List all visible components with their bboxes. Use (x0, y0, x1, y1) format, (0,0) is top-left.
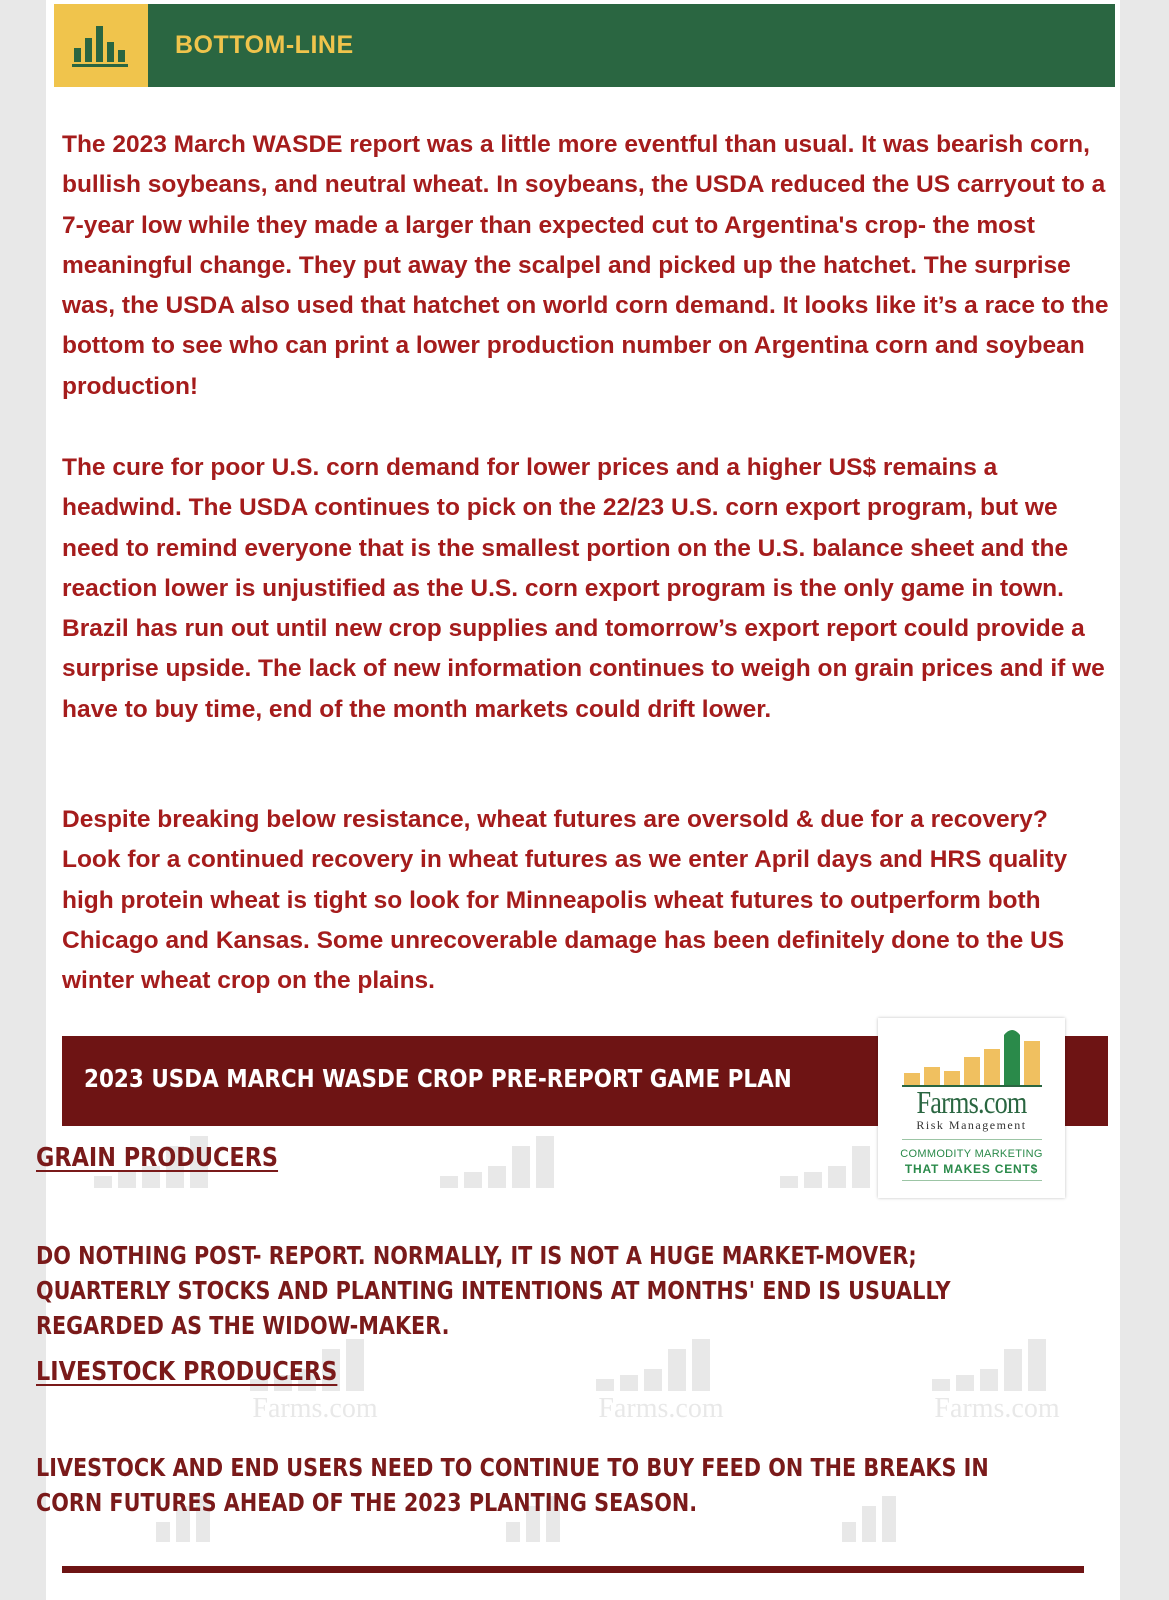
livestock-producers-text: LIVESTOCK AND END USERS NEED TO CONTINUE TO BUY FEED ON THE BREAKS IN CORN FUTURES AHEAD OF THE 2023 PLANTING SEASON. (36, 1453, 989, 1517)
section-header (54, 4, 1115, 87)
logo-divider (902, 1180, 1042, 1181)
article-paragraph-1: The 2023 March WASDE report was a little more eventful than usual. It was bearish corn, bullish soybeans, and neutral wheat. In soybeans, the USDA reduced the US carryout to a 7-year low while they made a larger than expected cut to Argentina's crop- the most meaningful change. They put away the scalpel and picked up the hatchet. The surprise was, the USDA also used that hatchet on world corn demand. It looks like it’s a race to the bottom to see who can print a lower production number on Argentina corn and soybean production! (62, 131, 1109, 400)
header-icon-box (54, 4, 148, 87)
logo-bars-icon (902, 1023, 1042, 1087)
watermark-logo (430, 1132, 580, 1222)
logo-name: Farms.com (916, 1084, 1027, 1120)
bottom-divider (62, 1566, 1084, 1573)
article-paragraph-3: Despite breaking below resistance, wheat futures are oversold & due for a recovery? Look for a continued recovery in wheat futures as we enter April days and HRS quality high protein wheat is tight so look for Minneapolis wheat futures to outperform both Chicago and Kansas. Some unrecoverable damage has been definitely done to the US winter wheat crop on the plains. (62, 806, 1068, 995)
watermark-text: Farms.com (934, 1393, 1060, 1424)
logo-subtitle: Risk Management (916, 1118, 1027, 1132)
grain-producers-text: DO NOTHING POST- REPORT. NORMALLY, IT IS NOT A HUGE MARKET-MOVER; QUARTERLY STOCKS AND PLANTING INTENTIONS AT MONTHS' END IS USUALLY REGARDED AS THE WIDOW-MAKER. (36, 1241, 951, 1340)
watermark-text: Farms.com (598, 1393, 724, 1424)
farms-com-logo (878, 1018, 1065, 1198)
watermark-logo (770, 1132, 880, 1222)
grain-producers-heading: GRAIN PRODUCERS (36, 1143, 279, 1173)
logo-tagline-2: THAT MAKES CENT$ (904, 1162, 1039, 1176)
livestock-producers-heading: LIVESTOCK PRODUCERS (36, 1357, 338, 1387)
bar-chart-icon (72, 22, 130, 70)
logo-divider (902, 1139, 1042, 1140)
game-plan-title: 2023 USDA MARCH WASDE CROP PRE-REPORT GAME PLAN (84, 1064, 792, 1093)
article-paragraph-2: The cure for poor U.S. corn demand for lower prices and a higher US$ remains a headwind. The USDA continues to pick on the 22/23 U.S. corn export program, but we need to remind everyone that is the smallest portion on the U.S. balance sheet and the reaction lower is unjustified as the U.S. corn export program is the only game in town. Brazil has run out until new crop supplies and tomorrow’s export report could provide a surprise upside. The lack of new information continues to weigh on grain prices and if we have to buy time, end of the month markets could drift lower. (62, 454, 1105, 723)
watermark-logo (586, 1335, 736, 1435)
header-title: BOTTOM-LINE (175, 31, 354, 59)
watermark-logo (922, 1335, 1072, 1435)
logo-tagline-1: COMMODITY MARKETING (900, 1148, 1043, 1160)
watermark-text: Farms.com (252, 1393, 378, 1424)
